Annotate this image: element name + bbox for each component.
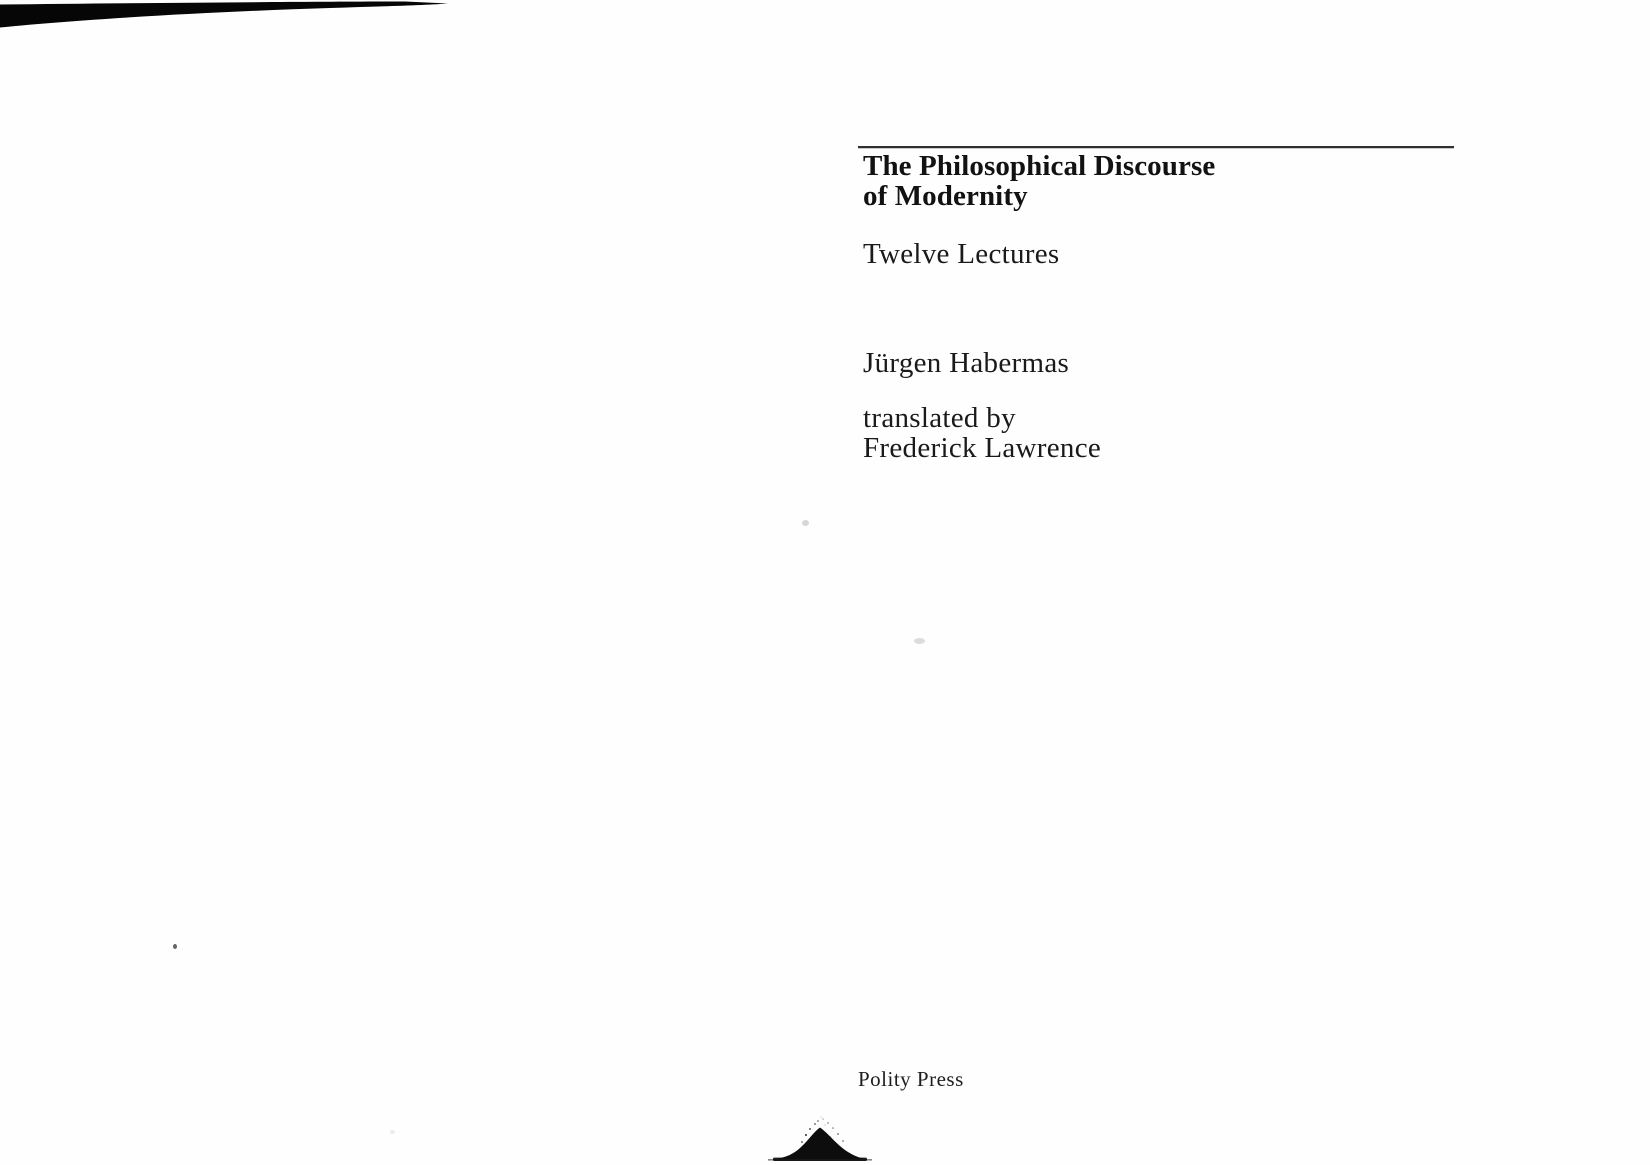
ink-smudge-bottom xyxy=(768,1115,873,1163)
publisher-name: Polity Press xyxy=(858,1067,964,1091)
translator-block xyxy=(863,403,1101,463)
book-title-line-1: The Philosophical Discourse xyxy=(863,150,1216,182)
noise-speck xyxy=(173,944,177,949)
noise-speck xyxy=(390,1130,395,1134)
book-title-line-2: of Modernity xyxy=(863,180,1028,212)
book-subtitle: Twelve Lectures xyxy=(863,238,1060,270)
noise-speck xyxy=(914,638,925,644)
author-name: Jürgen Habermas xyxy=(863,347,1070,379)
book-title xyxy=(863,151,1215,211)
scan-artifact-top-left xyxy=(0,0,450,30)
translated-by-label: translated by xyxy=(863,402,1016,434)
translator-name: Frederick Lawrence xyxy=(863,432,1102,464)
noise-speck xyxy=(802,520,809,526)
title-rule xyxy=(858,146,1454,148)
